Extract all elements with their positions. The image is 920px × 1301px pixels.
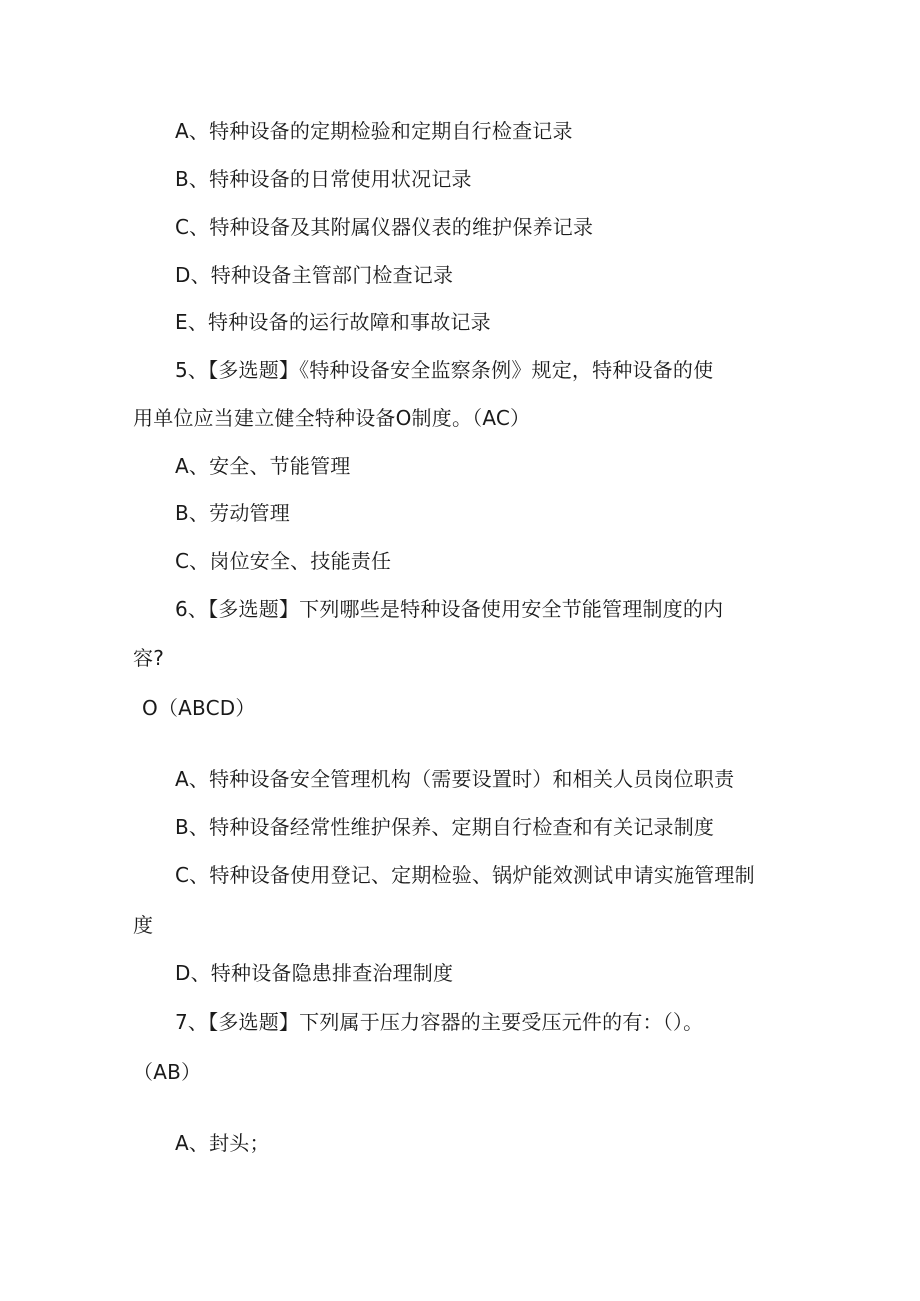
q4-option-b: B、特种设备的日常使用状况记录 (175, 167, 472, 191)
q6-option-a: A、特种设备安全管理机构（需要设置时）和相关人员岗位职责 (175, 767, 735, 791)
q6-option-b: B、特种设备经常性维护保养、定期自行检查和有关记录制度 (175, 815, 715, 839)
q6-option-d: D、特种设备隐患排查治理制度 (175, 961, 454, 985)
q5-question-line1: 5、【多选题】《特种设备安全监察条例》规定，特种设备的使 (175, 358, 714, 382)
q6-answer: O（ABCD） (142, 696, 256, 720)
q6-option-c-line1: C、特种设备使用登记、定期检验、锅炉能效测试申请实施管理制 (175, 863, 755, 887)
q7-option-a: A、封头； (175, 1131, 270, 1155)
q7-question-line1: 7、【多选题】下列属于压力容器的主要受压元件的有：（）。 (175, 1010, 704, 1034)
q5-option-b: B、劳动管理 (175, 501, 290, 525)
q5-option-a: A、安全、节能管理 (175, 454, 351, 478)
q5-question-line2: 用单位应当建立健全特种设备O制度。（AC） (133, 406, 531, 430)
q6-question-line2: 容? (133, 646, 165, 670)
q5-option-c: C、岗位安全、技能责任 (175, 549, 392, 573)
q6-question-line1: 6、【多选题】下列哪些是特种设备使用安全节能管理制度的内 (175, 597, 724, 621)
q4-option-e: E、特种设备的运行故障和事故记录 (175, 310, 491, 334)
q4-option-a: A、特种设备的定期检验和定期自行检查记录 (175, 119, 573, 143)
q6-option-c-line2: 度 (133, 913, 154, 937)
q4-option-d: D、特种设备主管部门检查记录 (175, 263, 454, 287)
q4-option-c: C、特种设备及其附属仪器仪表的维护保养记录 (175, 215, 594, 239)
q7-answer: （AB） (133, 1060, 202, 1084)
